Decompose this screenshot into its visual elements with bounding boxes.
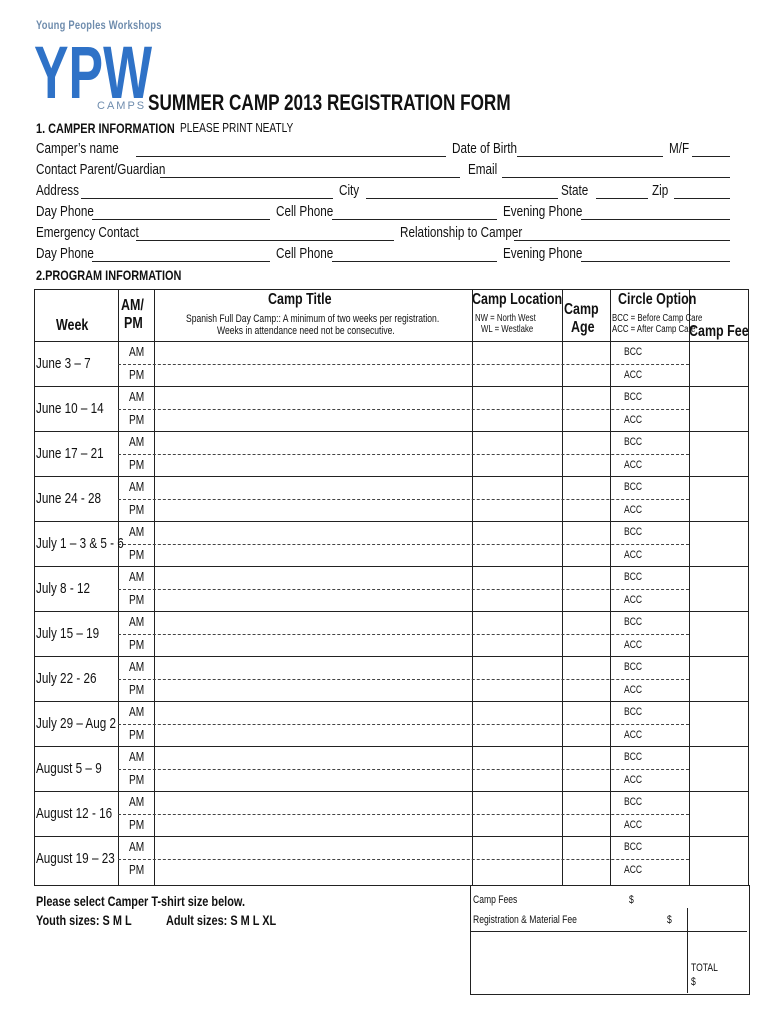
evening-phone-field[interactable] [581,219,730,220]
pm-slot[interactable]: PM [129,817,145,832]
fees-subtotal-area [471,886,747,932]
acc-option[interactable]: ACC [624,819,643,831]
pm-slot[interactable]: PM [129,772,145,787]
week-label: July 8 - 12 [36,580,90,597]
am-pm-divider [118,589,689,590]
program-info-heading: 2.PROGRAM INFORMATION [36,267,182,283]
acc-option[interactable]: ACC [624,729,643,741]
total-label: TOTAL [691,962,718,974]
am-slot[interactable]: AM [129,569,145,584]
relationship-label: Relationship to Camper [400,224,523,241]
cell-phone-label: Cell Phone [276,203,334,220]
bcc-option[interactable]: BCC [624,751,643,763]
evening-phone-label: Evening Phone [503,203,583,220]
tshirt-sizes [36,912,277,928]
am-pm-divider [118,454,689,455]
acc-option[interactable]: ACC [624,459,643,471]
svg-text:YPW: YPW [34,34,153,108]
table-column-border [610,289,611,885]
camp-age-header: Camp Age [563,301,599,336]
week-label: August 5 – 9 [36,760,102,777]
emergency-row [36,224,730,244]
am-slot[interactable]: AM [129,344,145,359]
mf-label: M/F [669,140,690,157]
am-slot[interactable]: AM [129,479,145,494]
week-label: June 10 – 14 [36,400,104,417]
day-phone-field[interactable] [92,219,270,220]
total-amount[interactable]: $ [691,976,696,988]
week-label: July 15 – 19 [36,625,100,642]
acc-option[interactable]: ACC [624,864,643,876]
pm-slot[interactable]: PM [129,547,145,562]
circle-option-note: BCC = Before Camp Care ACC = After Camp Care [612,313,703,335]
acc-option[interactable]: ACC [624,414,643,426]
am-slot[interactable]: AM [129,839,145,854]
am-pm-divider [118,724,689,725]
table-column-border [472,289,473,885]
bcc-option[interactable]: BCC [624,796,643,808]
bcc-option[interactable]: BCC [624,706,643,718]
dob-field[interactable] [517,156,663,157]
address-label: Address [36,182,79,199]
camper-info-heading: 1. CAMPER INFORMATION [36,120,175,136]
pm-slot[interactable]: PM [129,457,145,472]
mf-field[interactable] [692,156,730,157]
youth-sizes[interactable]: Youth sizes: S M L [36,912,132,928]
am-slot[interactable]: AM [129,524,145,539]
am-pm-divider [118,769,689,770]
camp-title-note: Spanish Full Day Camp:: A minimum of two weeks per registration. Weeks in attendance need not be consecutive. [186,313,440,337]
table-top-border [34,289,748,290]
week-row-border [34,566,748,567]
week-row-border [34,701,748,702]
parent-field[interactable] [160,177,460,178]
pm-slot[interactable]: PM [129,412,145,427]
camp-fees-amount[interactable]: $ [629,894,634,906]
camp-location-note: NW = North West WL = Westlake [475,313,536,335]
week-row-border [34,386,748,387]
bcc-option[interactable]: BCC [624,436,643,448]
am-pm-divider [118,364,689,365]
table-column-border [748,289,749,885]
week-label: July 29 – Aug 2 [36,715,117,732]
camper-name-label: Camper’s name [36,140,119,157]
acc-option[interactable]: ACC [624,549,643,561]
bcc-option[interactable]: BCC [624,661,643,673]
am-pm-divider [118,499,689,500]
registration-fee-amount[interactable]: $ [667,914,672,926]
am-pm-divider [118,634,689,635]
week-row-border [34,521,748,522]
pm-slot[interactable]: PM [129,682,145,697]
am-slot[interactable]: AM [129,614,145,629]
camp-fees-label: Camp Fees [473,894,518,906]
week-label: July 22 - 26 [36,670,97,687]
form-title: SUMMER CAMP 2013 REGISTRATION FORM [148,90,511,115]
am-pm-divider [118,814,689,815]
print-neatly-note: PLEASE PRINT NEATLY [180,120,294,135]
acc-option[interactable]: ACC [624,504,643,516]
day-phone-label: Day Phone [36,203,94,220]
camp-location-header: Camp Location [472,291,563,308]
cell-phone-field[interactable] [332,219,497,220]
emergency-label: Emergency Contact [36,224,139,241]
table-column-border [689,289,690,885]
email-label: Email [468,161,498,178]
am-slot[interactable]: AM [129,659,145,674]
am-slot[interactable]: AM [129,389,145,404]
week-label: June 17 – 21 [36,445,104,462]
pm-slot[interactable]: PM [129,727,145,742]
bcc-option[interactable]: BCC [624,346,643,358]
pm-slot[interactable]: PM [129,367,145,382]
week-row-border [34,611,748,612]
bcc-option[interactable]: BCC [624,841,643,853]
am-slot[interactable]: AM [129,434,145,449]
emergency-cell-phone-field[interactable] [332,261,497,262]
week-label: August 12 - 16 [36,805,113,822]
emergency-evening-phone-field[interactable] [581,261,730,262]
logo-camps-text: CAMPS [97,100,147,112]
pm-slot[interactable]: PM [129,862,145,877]
am-pm-divider [118,859,689,860]
city-field[interactable] [366,198,558,199]
emergency-field[interactable] [136,240,394,241]
acc-option[interactable]: ACC [624,594,643,606]
am-slot[interactable]: AM [129,704,145,719]
email-field[interactable] [502,177,730,178]
circle-option-header: Circle Option [618,291,697,308]
bcc-option[interactable]: BCC [624,616,643,628]
address-row [36,182,730,202]
week-label: June 24 - 28 [36,490,102,507]
am-pm-divider [118,544,689,545]
emergency-day-phone-field[interactable] [92,261,270,262]
registration-fee-label: Registration & Material Fee [473,914,577,926]
fees-divider [687,908,688,993]
week-row-border [34,791,748,792]
state-field[interactable] [596,198,648,199]
program-table [34,289,748,885]
phone-row [36,203,730,223]
dob-label: Date of Birth [452,140,518,157]
address-field[interactable] [81,198,333,199]
pm-slot[interactable]: PM [129,592,145,607]
week-header: Week [56,317,89,334]
parent-row [36,161,730,181]
bcc-option[interactable]: BCC [624,481,643,493]
table-column-border [118,289,119,885]
parent-label: Contact Parent/Guardian [36,161,166,178]
emergency-day-phone-label: Day Phone [36,245,94,262]
zip-field[interactable] [674,198,730,199]
city-label: City [339,182,360,199]
adult-sizes[interactable]: Adult sizes: S M L XL [166,912,277,928]
header-bottom-border [34,341,748,342]
week-label: July 1 – 3 & 5 - 6 [36,535,124,552]
week-row-border [34,836,748,837]
ampm-header: AM/ PM [121,297,145,332]
organization-name: Young Peoples Workshops [36,18,162,32]
acc-option[interactable]: ACC [624,639,643,651]
week-row-border [34,476,748,477]
relationship-field[interactable] [514,240,730,241]
table-column-border [154,289,155,885]
camp-title-header: Camp Title [268,291,332,308]
am-slot[interactable]: AM [129,749,145,764]
camper-name-field[interactable] [136,156,446,157]
acc-option[interactable]: ACC [624,774,643,786]
week-row-border [34,431,748,432]
acc-option[interactable]: ACC [624,684,643,696]
pm-slot[interactable]: PM [129,637,145,652]
table-column-border [34,289,35,885]
zip-label: Zip [652,182,669,199]
am-slot[interactable]: AM [129,794,145,809]
emergency-phone-row [36,245,730,265]
fees-box [470,885,750,995]
week-label: August 19 – 23 [36,850,115,867]
emergency-cell-phone-label: Cell Phone [276,245,334,262]
tshirt-instruction: Please select Camper T-shirt size below. [36,893,245,909]
am-pm-divider [118,409,689,410]
week-row-border [34,656,748,657]
acc-option[interactable]: ACC [624,369,643,381]
week-label: June 3 – 7 [36,355,91,372]
bcc-option[interactable]: BCC [624,571,643,583]
camper-name-row [36,140,730,160]
state-label: State [561,182,589,199]
bcc-option[interactable]: BCC [624,391,643,403]
emergency-evening-phone-label: Evening Phone [503,245,583,262]
am-pm-divider [118,679,689,680]
bcc-option[interactable]: BCC [624,526,643,538]
pm-slot[interactable]: PM [129,502,145,517]
camp-fee-header: Camp Fee [689,323,749,340]
table-column-border [562,289,563,885]
ypw-logo [34,34,154,108]
week-row-border [34,746,748,747]
